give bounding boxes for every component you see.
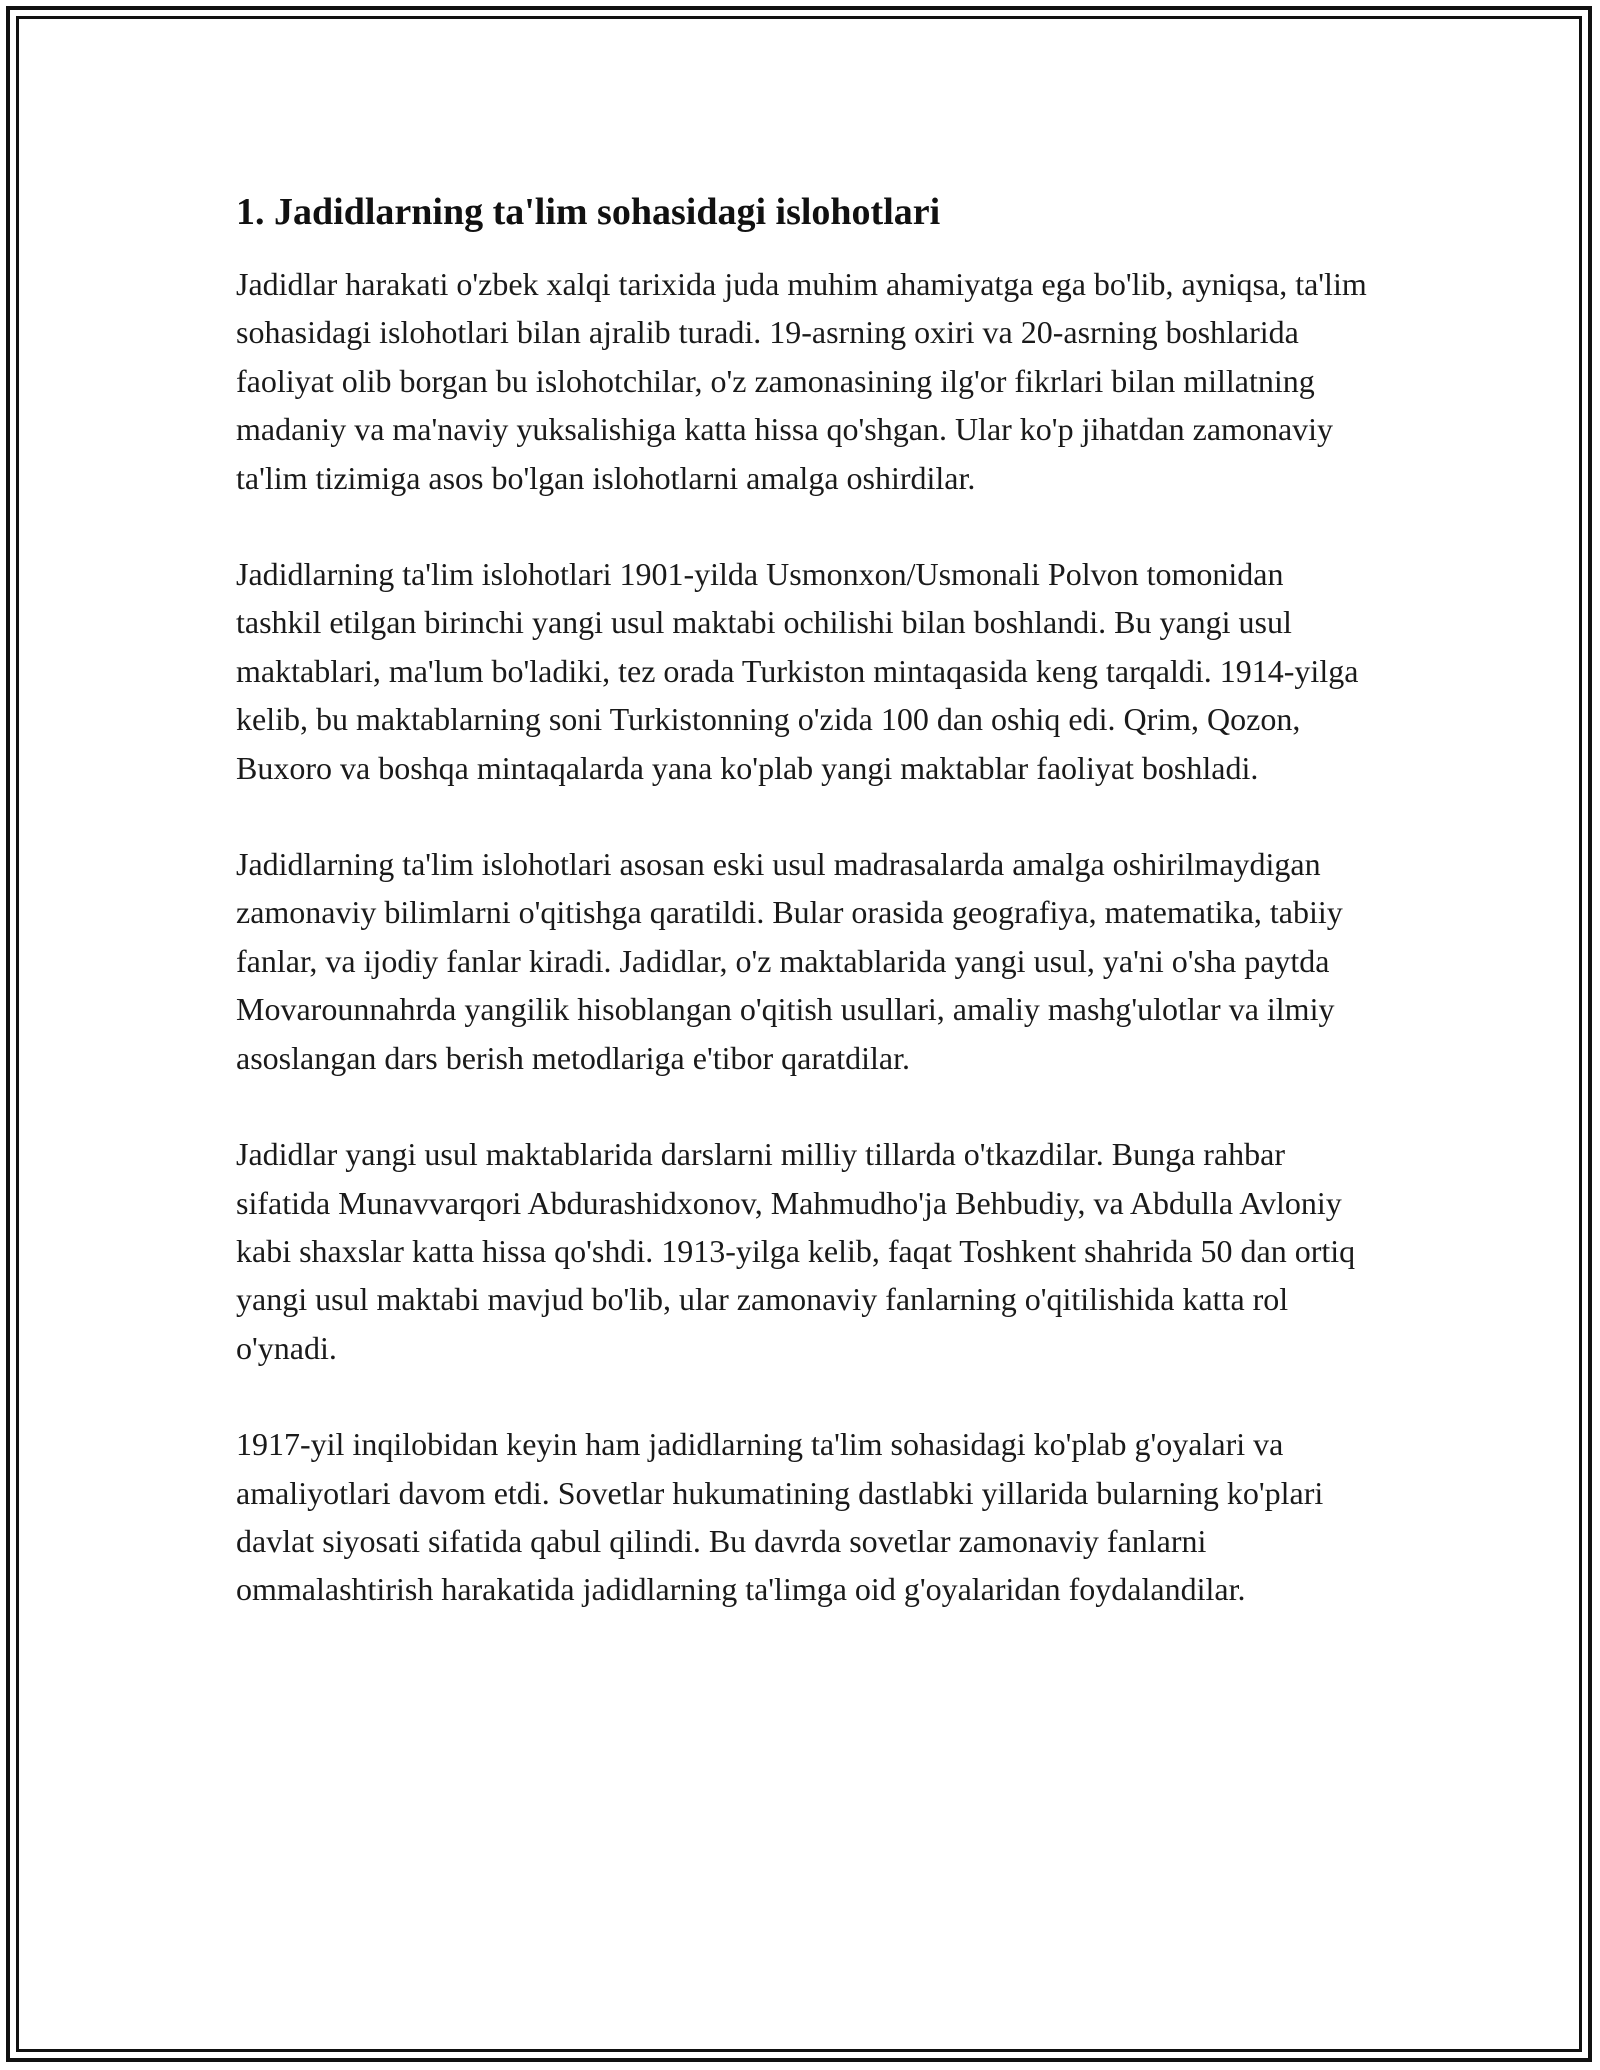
document-body [236,186,1376,1662]
paragraph-3: Jadidlarning ta'lim islohotlari asosan eski usul madrasalarda amalga oshirilmaydigan zamonaviy bilimlarni o'qitishga qaratildi. Bular orasida geografiya, matematika, tabiiy fanlar, va ijodiy fanlar kiradi. Jadidlar, o'z maktablarida yangi usul, ya'ni o'sha paytda Movarounnahrda yangilik hisoblangan o'qitish usullari, amaliy mashg'ulotlar va ilmiy asoslangan dars berish metodlariga e'tibor qaratdilar. [236,846,1343,1076]
section-title: 1. Jadidlarning ta'lim sohasidagi islohotlari [236,191,941,233]
paragraph-5: 1917-yil inqilobidan keyin ham jadidlarning ta'lim sohasidagi ko'plab g'oyalari va amaliyotlari davom etdi. Sovetlar hukumatining dastlabki yillarida bularning ko'plari davlat siyosati sifatida qabul qilindi. Bu davrda sovetlar zamonaviy fanlarni ommalashtirish harakatida jadidlarning ta'limga oid g'oyalaridan foydalandilar. [236,1426,1324,1608]
paragraph-2: Jadidlarning ta'lim islohotlari 1901-yilda Usmonxon/Usmonali Polvon tomonidan tashkil etilgan birinchi yangi usul maktabi ochilishi bilan boshlandi. Bu yangi usul maktablari, ma'lum bo'ladiki, tez orada Turkiston mintaqasida keng tarqaldi. 1914-yilga kelib, bu maktablarning soni Turkistonning o'zida 100 dan oshiq edi. Qrim, Qozon, Buxoro va boshqa mintaqalarda yana ko'plab yangi maktablar faoliyat boshladi. [236,556,1359,786]
paragraph-4: Jadidlar yangi usul maktablarida darslarni milliy tillarda o'tkazdilar. Bunga rahbar sifatida Munavvarqori Abdurashidxonov, Mahmudho'ja Behbudiy, va Abdulla Avloniy kabi shaxslar katta hissa qo'shdi. 1913-yilga kelib, faqat Toshkent shahrida 50 dan ortiq yangi usul maktabi mavjud bo'lib, ular zamonaviy fanlarning o'qitilishida katta rol o'ynadi. [236,1136,1356,1366]
paragraph-1: Jadidlar harakati o'zbek xalqi tarixida juda muhim ahamiyatga ega bo'lib, ayniqsa, ta'lim sohasidagi islohotlari bilan ajralib turadi. 19-asrning oxiri va 20-asrning boshlarida faoliyat olib borgan bu islohotchilar, o'z zamonasining ilg'or fikrlari bilan millatning madaniy va ma'naviy yuksalishiga katta hissa qo'shgan. Ular ko'p jihatdan zamonaviy ta'lim tizimiga asos bo'lgan islohotlarni amalga oshirdilar. [236,266,1367,496]
